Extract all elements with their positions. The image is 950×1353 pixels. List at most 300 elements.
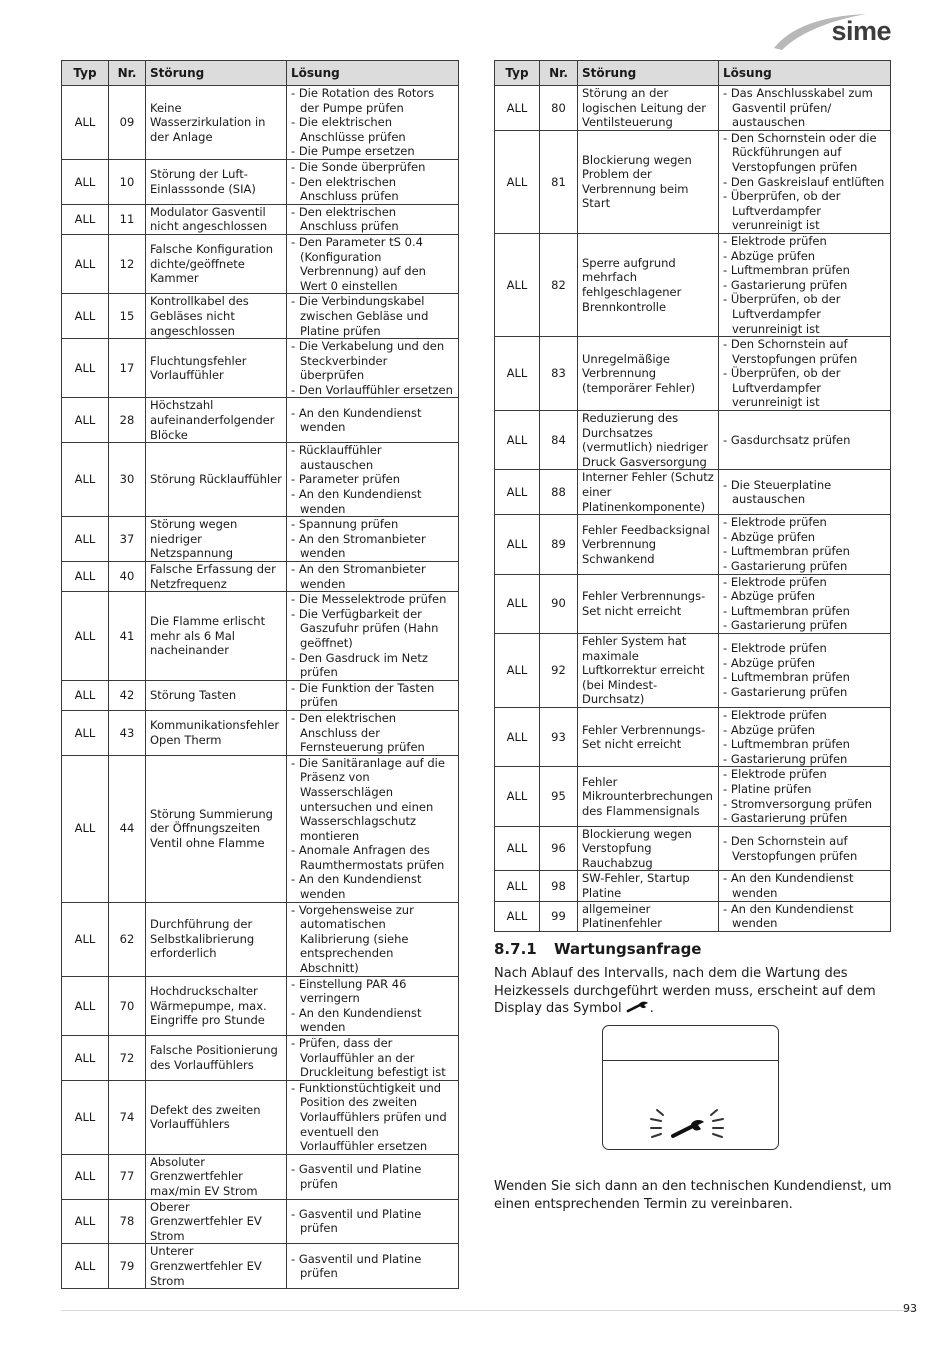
- table-row: [495, 233, 891, 336]
- cell-stoerung: Kommunikationsfehler Open Therm: [146, 710, 287, 755]
- solution-item: - Den Schornstein auf Verstopfungen prüfen: [723, 833, 858, 863]
- cell-stoerung: Interner Fehler (Schutz einer Platinenkomponente): [578, 470, 719, 515]
- header-nr: Nr.: [109, 61, 146, 86]
- solution-text: Überprüfen, ob der Luftverdampfer verunreinigt ist: [730, 292, 841, 336]
- header-loesung: Lösung: [719, 61, 891, 86]
- cell-typ: ALL: [62, 680, 109, 710]
- solution-item: - Prüfen, dass der Vorlauffühler an der Druckleitung befestigt ist: [291, 1036, 446, 1080]
- table-row: [495, 470, 891, 515]
- wrench-icon: [626, 1001, 650, 1013]
- solution-text: Prüfen, dass der Vorlauffühler an der Druckleitung befestigt ist: [298, 1036, 446, 1080]
- cell-nr: 44: [109, 755, 146, 902]
- cell-typ: ALL: [62, 592, 109, 681]
- table-row: [495, 826, 891, 871]
- solution-text: Gasdurchsatz prüfen: [730, 432, 851, 447]
- table-row: [495, 411, 891, 470]
- solution-item: - Gastarierung prüfen: [723, 559, 848, 573]
- solution-text: Überprüfen, ob der Luftverdampfer verunreinigt ist: [730, 366, 841, 410]
- cell-stoerung: Oberer Grenzwertfehler EV Strom: [146, 1199, 287, 1244]
- cell-stoerung: Die Flamme erlischt mehr als 6 Mal nacheinander: [146, 592, 287, 681]
- table-row: [62, 234, 459, 293]
- cell-typ: ALL: [62, 339, 109, 398]
- solution-text: Die Verfügbarkeit der Gaszufuhr prüfen (Hahn geöffnet): [298, 606, 439, 650]
- cell-loesung: [287, 592, 459, 681]
- table-row: [62, 159, 459, 204]
- solution-text: Die Pumpe ersetzen: [298, 144, 415, 159]
- solution-item: - Gasventil und Platine prüfen: [291, 1162, 422, 1191]
- cell-typ: ALL: [495, 826, 540, 871]
- cell-stoerung: Störung an der logischen Leitung der Ventilsteuerung: [578, 86, 719, 131]
- solution-item: - Den Parameter tS 0.4 (Konfiguration Verbrennung) auf den Wert 0 einstellen: [291, 234, 426, 293]
- solution-item: - Die Verbindungskabel zwischen Gebläse und Platine prüfen: [291, 294, 429, 338]
- solution-item: - Elektrode prüfen: [723, 515, 827, 530]
- solution-text: An den Kundendienst wenden: [730, 901, 854, 931]
- table-row: [62, 339, 459, 398]
- cell-nr: 70: [109, 976, 146, 1035]
- solution-item: - Den Gasdruck im Netz prüfen: [291, 650, 428, 680]
- maintenance-wrench-icon: [649, 1106, 725, 1146]
- solution-item: - Den Schornstein oder die Rückführungen auf Verstopfungen prüfen: [723, 130, 877, 174]
- solution-text: Elektrode prüfen: [730, 233, 827, 248]
- cell-loesung: [287, 1154, 459, 1199]
- table-row: [62, 976, 459, 1035]
- cell-typ: ALL: [495, 470, 540, 515]
- cell-stoerung: Fehler Feedbacksignal Verbrennung Schwankend: [578, 515, 719, 574]
- solution-item: - Die Sonde überprüfen: [291, 159, 426, 174]
- solution-item: - Die Verfügbarkeit der Gaszufuhr prüfen (Hahn geöffnet): [291, 606, 439, 650]
- paragraph-text: Nach Ablauf des Intervalls, nach dem die Wartung des Heizkessels durchgeführt werden muss, erscheint auf dem Display das Symbol: [494, 966, 876, 1016]
- table-row: [62, 592, 459, 681]
- cell-typ: ALL: [495, 515, 540, 574]
- cell-typ: ALL: [62, 398, 109, 443]
- cell-loesung: [287, 234, 459, 293]
- cell-nr: 79: [109, 1244, 146, 1289]
- cell-typ: ALL: [62, 517, 109, 562]
- table-row: [495, 574, 891, 633]
- cell-stoerung: Hochdruckschalter Wärmepumpe, max. Eingriffe pro Stunde: [146, 976, 287, 1035]
- sime-logo: [770, 8, 895, 52]
- cell-stoerung: Unterer Grenzwertfehler EV Strom: [146, 1244, 287, 1289]
- cell-stoerung: Höchstzahl aufeinanderfolgender Blöcke: [146, 398, 287, 443]
- solution-text: Abzüge prüfen: [730, 248, 816, 263]
- paragraph-end: .: [649, 1001, 654, 1016]
- cell-typ: ALL: [495, 337, 540, 411]
- cell-nr: 74: [109, 1080, 146, 1154]
- solution-item: - Elektrode prüfen: [723, 233, 827, 248]
- solution-text: Die Sonde überprüfen: [298, 159, 426, 174]
- cell-nr: 43: [109, 710, 146, 755]
- section-number: 8.7.1: [494, 940, 537, 958]
- cell-loesung: [719, 86, 891, 131]
- cell-loesung: [287, 443, 459, 517]
- solution-item: - An den Kundendienst wenden: [723, 901, 854, 931]
- solution-item: - Abzüge prüfen: [723, 529, 816, 544]
- cell-loesung: [719, 901, 891, 931]
- solution-text: Stromversorgung prüfen: [730, 796, 873, 811]
- table-row: [62, 204, 459, 234]
- solution-item: - Elektrode prüfen: [723, 641, 827, 656]
- solution-text: Gastarierung prüfen: [730, 559, 848, 573]
- solution-item: - Luftmembran prüfen: [723, 263, 850, 278]
- cell-nr: 78: [109, 1199, 146, 1244]
- cell-nr: 88: [540, 470, 578, 515]
- cell-loesung: [719, 707, 891, 766]
- header-typ: Typ: [62, 61, 109, 86]
- table-row: [495, 707, 891, 766]
- solution-text: Luftmembran prüfen: [730, 263, 850, 278]
- cell-stoerung: Kontrollkabel des Gebläses nicht angeschlossen: [146, 294, 287, 339]
- solution-item: - Überprüfen, ob der Luftverdampfer verunreinigt ist: [723, 292, 841, 336]
- solution-item: - Stromversorgung prüfen: [723, 796, 873, 811]
- solution-text: An den Kundendienst wenden: [298, 487, 422, 516]
- solution-text: Den Schornstein auf Verstopfungen prüfen: [730, 337, 858, 366]
- solution-item: - Das Anschlusskabel zum Gasventil prüfen/ austauschen: [723, 86, 873, 130]
- solution-text: Einstellung PAR 46 verringern: [298, 976, 407, 1006]
- table-row: [495, 633, 891, 707]
- cell-loesung: [287, 902, 459, 976]
- section-paragraph-2: Wenden Sie sich dann an den technischen Kundendienst, um einen entsprechenden Termin zu vereinbaren.: [494, 1179, 892, 1212]
- cell-nr: 12: [109, 234, 146, 293]
- solution-item: - An den Kundendienst wenden: [723, 871, 854, 901]
- solution-text: An den Kundendienst wenden: [298, 1005, 422, 1035]
- solution-text: Die elektrischen Anschlüsse prüfen: [298, 115, 406, 144]
- solution-item: - Den elektrischen Anschluss der Fernsteuerung prüfen: [291, 710, 425, 755]
- table-row: [62, 1154, 459, 1199]
- table-row: [495, 130, 891, 233]
- header-typ: Typ: [495, 61, 540, 86]
- solution-item: - An den Kundendienst wenden: [291, 405, 422, 435]
- cell-loesung: [719, 337, 891, 411]
- cell-typ: ALL: [62, 1244, 109, 1289]
- cell-loesung: [287, 86, 459, 160]
- solution-item: - Überprüfen, ob der Luftverdampfer verunreinigt ist: [723, 189, 841, 233]
- solution-item: - Die Messelektrode prüfen: [291, 592, 447, 607]
- cell-stoerung: Sperre aufgrund mehrfach fehlgeschlagener Brennkontrolle: [578, 233, 719, 336]
- cell-stoerung: Modulator Gasventil nicht angeschlossen: [146, 204, 287, 234]
- cell-typ: ALL: [62, 1199, 109, 1244]
- cell-typ: ALL: [62, 159, 109, 204]
- cell-nr: 77: [109, 1154, 146, 1199]
- solution-text: Vorgehensweise zur automatischen Kalibrierung (siehe entsprechenden Abschnitt): [298, 902, 414, 976]
- solution-text: Gastarierung prüfen: [730, 618, 848, 633]
- solution-text: Gastarierung prüfen: [730, 751, 848, 766]
- cell-stoerung: SW-Fehler, Startup Platine: [578, 871, 719, 901]
- solution-text: An den Stromanbieter wenden: [298, 562, 426, 591]
- solution-item: - Den elektrischen Anschluss prüfen: [291, 204, 399, 234]
- solution-text: Den Schornstein auf Verstopfungen prüfen: [730, 833, 858, 863]
- solution-item: - Die Sanitäranlage auf die Präsenz von Wasserschlägen untersuchen und einen Wasserschlagschutz montieren: [291, 755, 445, 843]
- cell-nr: 81: [540, 130, 578, 233]
- cell-typ: ALL: [495, 574, 540, 633]
- solution-text: Die Messelektrode prüfen: [298, 592, 447, 607]
- cell-nr: 09: [109, 86, 146, 160]
- table-header-row: [495, 61, 891, 86]
- cell-stoerung: Störung der Luft-Einlasssonde (SIA): [146, 159, 287, 204]
- solution-text: Luftmembran prüfen: [730, 670, 850, 685]
- solution-item: - Abzüge prüfen: [723, 589, 816, 604]
- solution-text: Luftmembran prüfen: [730, 603, 850, 618]
- solution-text: Die Funktion der Tasten prüfen: [298, 680, 435, 710]
- solution-text: Elektrode prüfen: [730, 707, 827, 722]
- solution-item: - Gastarierung prüfen: [723, 685, 848, 700]
- cell-nr: 40: [109, 562, 146, 592]
- cell-stoerung: Keine Wasserzirkulation in der Anlage: [146, 86, 287, 160]
- cell-nr: 28: [109, 398, 146, 443]
- solution-item: - Anomale Anfragen des Raumthermostats prüfen: [291, 843, 445, 872]
- solution-item: - An den Stromanbieter wenden: [291, 531, 426, 561]
- cell-stoerung: Blockierung wegen Verstopfung Rauchabzug: [578, 826, 719, 871]
- solution-text: Gasventil und Platine prüfen: [298, 1251, 422, 1281]
- solution-text: An den Kundendienst wenden: [730, 871, 854, 901]
- solution-item: - Parameter prüfen: [291, 472, 401, 487]
- solution-item: - Gastarierung prüfen: [723, 811, 848, 826]
- cell-loesung: [719, 574, 891, 633]
- cell-nr: 90: [540, 574, 578, 633]
- solution-item: - Luftmembran prüfen: [723, 737, 850, 752]
- cell-typ: ALL: [62, 443, 109, 517]
- solution-item: - Die Steuerplatine austauschen: [723, 477, 832, 507]
- solution-item: - Die elektrischen Anschlüsse prüfen: [291, 115, 406, 144]
- table-row: [62, 443, 459, 517]
- table-row: [62, 517, 459, 562]
- cell-stoerung: allgemeiner Platinenfehler: [578, 901, 719, 931]
- solution-item: - Luftmembran prüfen: [723, 603, 850, 618]
- solution-text: Abzüge prüfen: [730, 722, 816, 737]
- cell-loesung: [719, 411, 891, 470]
- cell-loesung: [287, 1036, 459, 1081]
- cell-typ: ALL: [62, 1154, 109, 1199]
- table-row: [62, 755, 459, 902]
- solution-item: - Gasventil und Platine prüfen: [291, 1251, 422, 1281]
- cell-typ: ALL: [495, 633, 540, 707]
- solution-item: - Elektrode prüfen: [723, 707, 827, 722]
- cell-nr: 82: [540, 233, 578, 336]
- solution-text: Den elektrischen Anschluss prüfen: [298, 204, 399, 234]
- cell-loesung: [287, 294, 459, 339]
- table-row: [62, 1080, 459, 1154]
- cell-stoerung: Störung Tasten: [146, 680, 287, 710]
- solution-item: - Abzüge prüfen: [723, 655, 816, 670]
- solution-text: Parameter prüfen: [298, 472, 401, 487]
- solution-text: Spannung prüfen: [298, 517, 399, 532]
- cell-loesung: [287, 339, 459, 398]
- cell-nr: 11: [109, 204, 146, 234]
- solution-text: Elektrode prüfen: [730, 641, 827, 656]
- cell-stoerung: Absoluter Grenzwertfehler max/min EV Strom: [146, 1154, 287, 1199]
- cell-loesung: [719, 130, 891, 233]
- cell-stoerung: Störung Rücklauffühler: [146, 443, 287, 517]
- cell-typ: ALL: [62, 234, 109, 293]
- cell-typ: ALL: [62, 86, 109, 160]
- cell-typ: ALL: [495, 130, 540, 233]
- solution-text: Abzüge prüfen: [730, 589, 816, 604]
- cell-stoerung: Falsche Erfassung der Netzfrequenz: [146, 562, 287, 592]
- header-nr: Nr.: [540, 61, 578, 86]
- table-row: [62, 1036, 459, 1081]
- cell-loesung: [719, 233, 891, 336]
- cell-nr: 80: [540, 86, 578, 131]
- table-row: [495, 337, 891, 411]
- cell-nr: 62: [109, 902, 146, 976]
- solution-text: Den elektrischen Anschluss prüfen: [298, 174, 399, 204]
- solution-text: Den Vorlauffühler ersetzen: [298, 382, 453, 397]
- solution-item: - An den Kundendienst wenden: [291, 487, 422, 516]
- solution-item: - Die Pumpe ersetzen: [291, 144, 415, 159]
- cell-nr: 96: [540, 826, 578, 871]
- header-loesung: Lösung: [287, 61, 459, 86]
- cell-stoerung: Falsche Positionierung des Vorlauffühlers: [146, 1036, 287, 1081]
- table-row: [62, 562, 459, 592]
- section-heading: [494, 940, 701, 958]
- solution-text: Den Gasdruck im Netz prüfen: [298, 650, 428, 680]
- solution-item: - Überprüfen, ob der Luftverdampfer verunreinigt ist: [723, 366, 841, 410]
- solution-item: - Platine prüfen: [723, 781, 812, 796]
- solution-text: Den Parameter tS 0.4 (Konfiguration Verbrennung) auf den Wert 0 einstellen: [298, 234, 426, 293]
- cell-loesung: [719, 826, 891, 871]
- cell-stoerung: Störung Summierung der Öffnungszeiten Ventil ohne Flamme: [146, 755, 287, 902]
- cell-loesung: [719, 633, 891, 707]
- solution-text: Abzüge prüfen: [730, 655, 816, 670]
- solution-text: Gasventil und Platine prüfen: [298, 1162, 422, 1191]
- cell-typ: ALL: [62, 755, 109, 902]
- solution-item: - Luftmembran prüfen: [723, 670, 850, 685]
- cell-nr: 99: [540, 901, 578, 931]
- solution-item: - Den Vorlauffühler ersetzen: [291, 382, 453, 397]
- cell-stoerung: Fehler Verbrennungs-Set nicht erreicht: [578, 707, 719, 766]
- cell-nr: 72: [109, 1036, 146, 1081]
- cell-typ: ALL: [62, 562, 109, 592]
- cell-typ: ALL: [62, 204, 109, 234]
- solution-text: Anomale Anfragen des Raumthermostats prüfen: [298, 843, 445, 872]
- cell-nr: 83: [540, 337, 578, 411]
- table-header-row: [62, 61, 459, 86]
- cell-typ: ALL: [495, 707, 540, 766]
- cell-nr: 95: [540, 767, 578, 826]
- table-row: [495, 515, 891, 574]
- solution-text: Elektrode prüfen: [730, 515, 827, 530]
- solution-item: - Den Schornstein auf Verstopfungen prüfen: [723, 337, 858, 366]
- cell-nr: 98: [540, 871, 578, 901]
- cell-typ: ALL: [62, 902, 109, 976]
- cell-nr: 92: [540, 633, 578, 707]
- cell-stoerung: Störung wegen niedriger Netzspannung: [146, 517, 287, 562]
- solution-item: - Gasventil und Platine prüfen: [291, 1206, 422, 1236]
- cell-typ: ALL: [495, 901, 540, 931]
- display-illustration: [602, 1025, 779, 1150]
- solution-item: - Den elektrischen Anschluss prüfen: [291, 174, 399, 204]
- solution-item: - Vorgehensweise zur automatischen Kalibrierung (siehe entsprechenden Abschnitt): [291, 902, 414, 976]
- cell-loesung: [719, 470, 891, 515]
- solution-item: - Funktionstüchtigkeit und Position des zweiten Vorlauffühlers prüfen und eventuell den Vorlauffühler ersetzen: [291, 1080, 447, 1154]
- cell-loesung: [719, 515, 891, 574]
- table-row: [62, 1199, 459, 1244]
- header-stoerung: Störung: [578, 61, 719, 86]
- cell-loesung: [287, 680, 459, 710]
- cell-stoerung: Blockierung wegen Problem der Verbrennung beim Start: [578, 130, 719, 233]
- cell-typ: ALL: [495, 871, 540, 901]
- cell-loesung: [287, 159, 459, 204]
- solution-text: Platine prüfen: [730, 781, 812, 796]
- table-row: [495, 871, 891, 901]
- solution-text: Luftmembran prüfen: [730, 544, 850, 559]
- cell-stoerung: Fehler Verbrennungs-Set nicht erreicht: [578, 574, 719, 633]
- cell-loesung: [287, 755, 459, 902]
- cell-stoerung: Defekt des zweiten Vorlauffühlers: [146, 1080, 287, 1154]
- solution-item: - Die Rotation des Rotors der Pumpe prüfen: [291, 86, 435, 115]
- table-row: [62, 1244, 459, 1289]
- solution-text: Überprüfen, ob der Luftverdampfer verunreinigt ist: [730, 189, 841, 233]
- solution-text: Elektrode prüfen: [730, 767, 827, 782]
- cell-nr: 89: [540, 515, 578, 574]
- solution-item: - Elektrode prüfen: [723, 574, 827, 589]
- table-row: [62, 902, 459, 976]
- solution-text: Die Verkabelung und den Steckverbinder überprüfen: [298, 339, 445, 383]
- cell-stoerung: Fluchtungsfehler Vorlauffühler: [146, 339, 287, 398]
- table-row: [62, 710, 459, 755]
- cell-typ: ALL: [62, 976, 109, 1035]
- cell-nr: 93: [540, 707, 578, 766]
- solution-text: Den Schornstein oder die Rückführungen auf Verstopfungen prüfen: [730, 130, 877, 174]
- solution-text: An den Stromanbieter wenden: [298, 531, 426, 561]
- header-stoerung: Störung: [146, 61, 287, 86]
- solution-item: - An den Stromanbieter wenden: [291, 562, 426, 591]
- cell-loesung: [287, 1199, 459, 1244]
- table-row: [62, 680, 459, 710]
- cell-typ: ALL: [62, 1036, 109, 1081]
- solution-text: Gastarierung prüfen: [730, 811, 848, 826]
- cell-loesung: [287, 204, 459, 234]
- solution-text: Abzüge prüfen: [730, 529, 816, 544]
- solution-item: - Gastarierung prüfen: [723, 277, 848, 292]
- cell-loesung: [287, 1244, 459, 1289]
- solution-item: - An den Kundendienst wenden: [291, 1005, 422, 1035]
- cell-nr: 84: [540, 411, 578, 470]
- solution-text: Luftmembran prüfen: [730, 737, 850, 752]
- section-paragraph-1: [494, 965, 894, 1018]
- solution-item: - Gasdurchsatz prüfen: [723, 432, 851, 447]
- solution-item: - Abzüge prüfen: [723, 722, 816, 737]
- cell-nr: 42: [109, 680, 146, 710]
- table-row: [495, 86, 891, 131]
- solution-text: Die Sanitäranlage auf die Präsenz von Wasserschlägen untersuchen und einen Wasserschlagschutz montieren: [298, 755, 445, 843]
- cell-typ: ALL: [495, 767, 540, 826]
- solution-text: Rücklauffühler austauschen: [298, 443, 382, 472]
- solution-text: Den Gaskreislauf entlüften: [730, 174, 885, 189]
- cell-loesung: [719, 871, 891, 901]
- solution-item: - Abzüge prüfen: [723, 248, 816, 263]
- cell-loesung: [287, 398, 459, 443]
- cell-nr: 37: [109, 517, 146, 562]
- footer-divider: [61, 1310, 917, 1311]
- solution-text: Die Verbindungskabel zwischen Gebläse und Platine prüfen: [298, 294, 429, 338]
- table-row: [62, 294, 459, 339]
- solution-text: Gastarierung prüfen: [730, 277, 848, 292]
- cell-loesung: [287, 710, 459, 755]
- table-row: [62, 86, 459, 160]
- table-row: [62, 398, 459, 443]
- solution-text: Funktionstüchtigkeit und Position des zweiten Vorlauffühlers prüfen und eventuell den Vorlauffühler ersetzen: [298, 1080, 447, 1154]
- solution-item: - Elektrode prüfen: [723, 767, 827, 782]
- solution-item: - Die Funktion der Tasten prüfen: [291, 680, 435, 710]
- cell-stoerung: Falsche Konfiguration dichte/geöffnete Kammer: [146, 234, 287, 293]
- solution-item: - Gastarierung prüfen: [723, 618, 848, 633]
- cell-nr: 15: [109, 294, 146, 339]
- cell-stoerung: Unregelmäßige Verbrennung (temporärer Fehler): [578, 337, 719, 411]
- solution-text: An den Kundendienst wenden: [298, 872, 422, 902]
- solution-text: Gasventil und Platine prüfen: [298, 1206, 422, 1236]
- cell-typ: ALL: [62, 1080, 109, 1154]
- solution-item: - Einstellung PAR 46 verringern: [291, 976, 407, 1006]
